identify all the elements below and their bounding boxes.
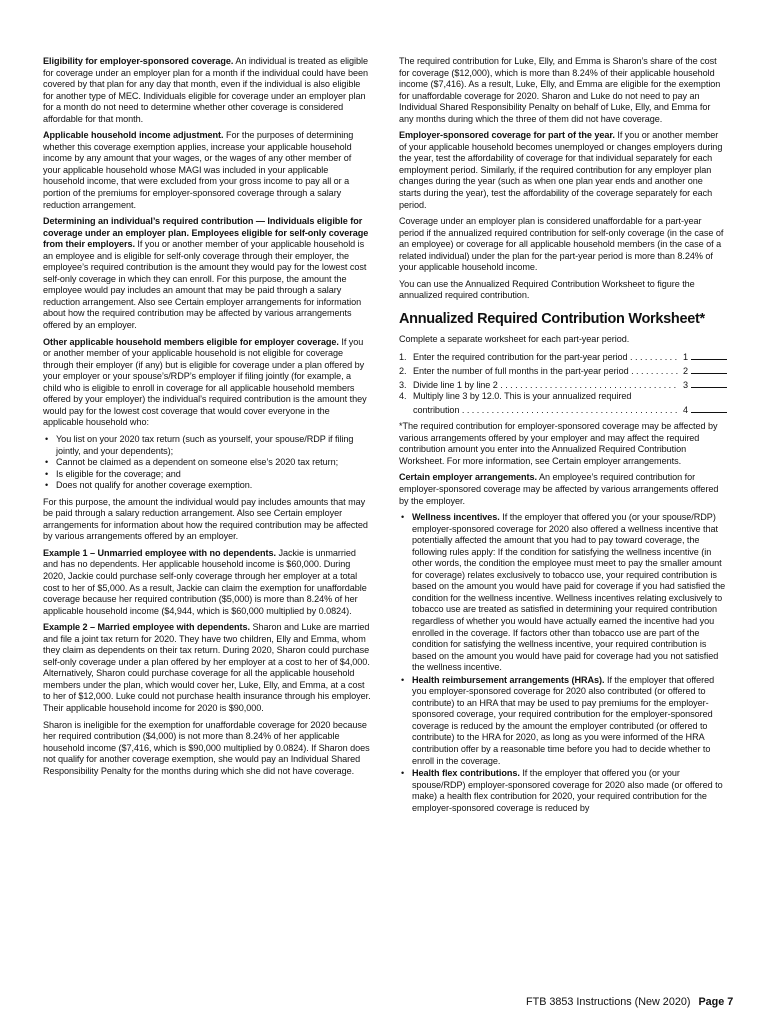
worksheet-line: 1. Enter the required contribution for the part-year period . . . 1	[399, 350, 727, 364]
paragraph: Applicable household income adjustment. For the purposes of determining whether this coverage exemption applies, increase your applicable household income by any amount that your wages, or the wages of any other member of your applicable household whose MAGI was included in your applicable household income, that were excluded from your gross income to pay all or a portion of the premiums for employer-sponsored coverage through a salary reduction arrangement.	[43, 130, 354, 210]
list-item: • Wellness incentives. If the employer that offered you (or your spouse/RDP) employer-sponsored coverage for 2020 also offered a wellness incentive that potentially affected the amount that you had to pay toward coverage, the following rules apply: If the condition for satisfying the wellness incentive (in other words, the condition the employee must meet to pay the smaller amount for coverage) relates exclusively to tobacco use, your required contribution is based on the amount you would have paid for coverage if you had satisfied the condition for the wellness incentive. Wellness incentives relating exclusively to tobacco use are treated as satisfied in determining your required contribution regardless of whether you would have actually earned the incentive had you enrolled in the coverage. If factors other than tobacco use are part of the condition for satisfying the wellness incentive, your required contribution is based on the amount you would have paid for coverage had you not satisfied the wellness incentive.	[399, 512, 727, 674]
paragraph: Eligibility for employer-sponsored coverage. An individual is treated as eligible for coverage under an employer plan for a month if the individual could have been covered by that plan for any day that month, even if the individual is also eligible for another type of MEC. Individuals eligible for coverage under an employer plan for a month do not need to determine whether other coverage is considered affordable for that month.	[43, 56, 369, 124]
paragraph-heading: Other applicable household members eligible for employer coverage.	[43, 336, 339, 347]
form-name: FTB 3853 Instructions (New 2020)	[526, 996, 691, 1008]
worksheet-note: *The required contribution for employer-sponsored coverage may be affected by various arrangements offered by your employer and may affect the required contribution amount you enter into the Annualized Required Contribution Worksheet. For more information, see Certain employer arrangements.	[399, 421, 718, 466]
paragraph: Sharon is ineligible for the exemption for unaffordable coverage for 2020 because her required contribution ($4,000) is not more than 8.24% of her applicable household income ($7,416, which is $90,000 multiplied by 0.0824). If Sharon does not qualify for another coverage exemption, she would pay an Individual Shared Responsibility Penalty for the months during which she did not have coverage.	[43, 719, 370, 776]
paragraph-heading: Employer-sponsored coverage for part of the year.	[399, 130, 615, 141]
example-2: Example 2 – Married employee with dependents. Sharon and Luke are married and file a joint tax return for 2020. They have two children, Elly and Emma, whom they claim as dependents on their tax return. During 2020, Sharon could purchase self-only coverage under a plan offered by her employer at a cost to her of $4,000. Alternatively, Sharon could purchase coverage for all the applicable household members under the plan, which would cover her, Luke, Elly, and Emma, at a cost to her of $12,000. Luke could not purchase health insurance through his employer. Their applicable household income for 2020 is $90,000.	[43, 622, 371, 713]
worksheet-intro: Complete a separate worksheet for each part-year period.	[399, 333, 630, 344]
example-1: Example 1 – Unmarried employee with no dependents. Jackie is unmarried and has no dependents. Her applicable household income is $60,000. During 2020, Jackie could purchase self-only coverage through her employer at a total cost to her of $5,000. As a result, Jackie can claim the exemption for unaffordable coverage because her required contribution ($5,000) is more than 8.24% of her applicable household income ($4,944, which is $60,000 multiplied by 0.0824).	[43, 547, 367, 616]
list-item: • Cannot be claimed as a dependent on someone else’s 2020 tax return;	[43, 457, 371, 469]
list-item: • You list on your 2020 tax return (such as yourself, your spouse/RDP if filing jointly, and your dependents);	[43, 434, 371, 457]
worksheet-line: 4. Multiply line 3 by 12.0. This is your annualized required contribution . . . 4	[399, 391, 727, 416]
paragraph: Other applicable household members eligible for employer coverage. If you or another member of your applicable household is not eligible for coverage through their employer (if any) but is eligible for coverage under a plan offered by your employer or your spouse’s/RDP’s employer if filing jointly (for example, a child who is eligible to enroll in coverage for all applicable household members offered by your employer) the individual’s required contribution is the amount they would pay for the lowest cost coverage that would cover everyone in the applicable household who:	[43, 336, 367, 428]
paragraph: The required contribution for Luke, Elly, and Emma is Sharon’s share of the cost for coverage ($12,000), which is more than 8.24% of their applicable household income ($7,416). As a result, Luke, Elly, and Emma are eligible for the exemption for unaffordable coverage for 2020. Sharon and Luke do not need to pay an Individual Shared Responsibility Penalty on behalf of Luke, Elly, and Emma for any months during which the three of them did not have coverage.	[399, 56, 721, 124]
entry-blank[interactable]	[691, 378, 727, 388]
paragraph-heading: Example 2 – Married employee with dependents.	[43, 622, 250, 633]
paragraph-heading: Certain employer arrangements.	[399, 472, 537, 483]
worksheet-line: 3. Divide line 1 by line 2 . . . 3	[399, 378, 727, 392]
entry-blank[interactable]	[691, 364, 727, 374]
list-item: • Is eligible for the coverage; and	[43, 469, 371, 481]
paragraph: Determining an individual’s required contribution — Individuals eligible for coverage under an employer plan. Employees eligible for self-only coverage from their employers. If you or another member of your applicable household is an employee and is eligible for self-only coverage through their employer, the employee’s required contribution is the amount they would pay for the lowest cost self-only coverage in which they can enroll. For this purpose, the amount the employee would pay includes an amount that may be paid through a salary reduction arrangement. Also see Certain employer arrangements for information about how the required contribution may be affected by various arrangements offered by an employer.	[43, 216, 369, 331]
entry-blank[interactable]	[691, 403, 727, 413]
paragraph-heading: Eligibility for employer-sponsored coverage.	[43, 56, 234, 66]
left-column	[43, 56, 371, 782]
list-item: • Health reimbursement arrangements (HRAs). If the employer that offered you employer-sponsored coverage for 2020 also contributed (or offered to contribute) to an HRA that may be used to pay premiums for the employer-sponsored coverage, your required contribution for the employer-sponsored coverage is reduced by the amount the employer contributed (or offered to contribute) to the HRA for 2020, as long as you were informed of the HRA contribution offer by a reasonable time before you had to decide whether to enroll in the coverage.	[399, 675, 727, 767]
worksheet-lines	[399, 350, 727, 416]
page-number: Page 7	[698, 996, 734, 1008]
worksheet-title: Annualized Required Contribution Worksheet*	[399, 310, 705, 327]
bullet-list	[43, 434, 371, 492]
right-column	[399, 56, 727, 819]
paragraph-heading: Example 1 – Unmarried employee with no dependents.	[43, 547, 276, 558]
paragraph-heading: Applicable household income adjustment.	[43, 130, 224, 141]
paragraph: Certain employer arrangements. An employee’s required contribution for employer-sponsored coverage may be affected by various arrangements offered by the employer.	[399, 472, 719, 506]
paragraph: You can use the Annualized Required Contribution Worksheet to figure the annualized required contribution.	[399, 278, 695, 301]
paragraph-heading: Determining an individual’s required contribution — Individuals eligible for coverage under an employer plan. Employees eligible for self-only coverage from their employers.	[43, 216, 369, 250]
paragraph: Coverage under an employer plan is considered unaffordable for a part-year period if the annualized required contribution for self-only coverage (in the case of an employee) or coverage for all applicable household members (in the case of a related individual) under the plan for the part-year period is more than 8.24% of your applicable household income.	[399, 216, 724, 273]
list-item: • Health flex contributions. If the employer that offered you (or your spouse/RDP) employer-sponsored coverage for 2020 also made (or offered to make) a health flex contribution for 2020, your required contribution for the employer-sponsored coverage is reduced by	[399, 768, 727, 814]
worksheet-line: 2. Enter the number of full months in the part-year period . . . 2	[399, 364, 727, 378]
list-item: • Does not qualify for another coverage exemption.	[43, 480, 371, 492]
entry-blank[interactable]	[691, 350, 727, 360]
paragraph: Employer-sponsored coverage for part of the year. If you or another member of your applicable household becomes unemployed or changes employers during the year, test the affordability of coverage for that individual separately for each employment period. Similarly, if the required contribution for any employer plan changes during the year (such as when one plan year ends and another one starts during the year), test the affordability of the coverage separately for each period.	[399, 130, 723, 210]
bullet-list	[399, 512, 727, 814]
paragraph: For this purpose, the amount the individual would pay includes amounts that may be paid through a salary reduction arrangement. Also see Certain employer arrangements for information about how the required contribution may be affected by various arrangements offered by an employer.	[43, 496, 368, 542]
page-footer	[526, 996, 734, 1008]
